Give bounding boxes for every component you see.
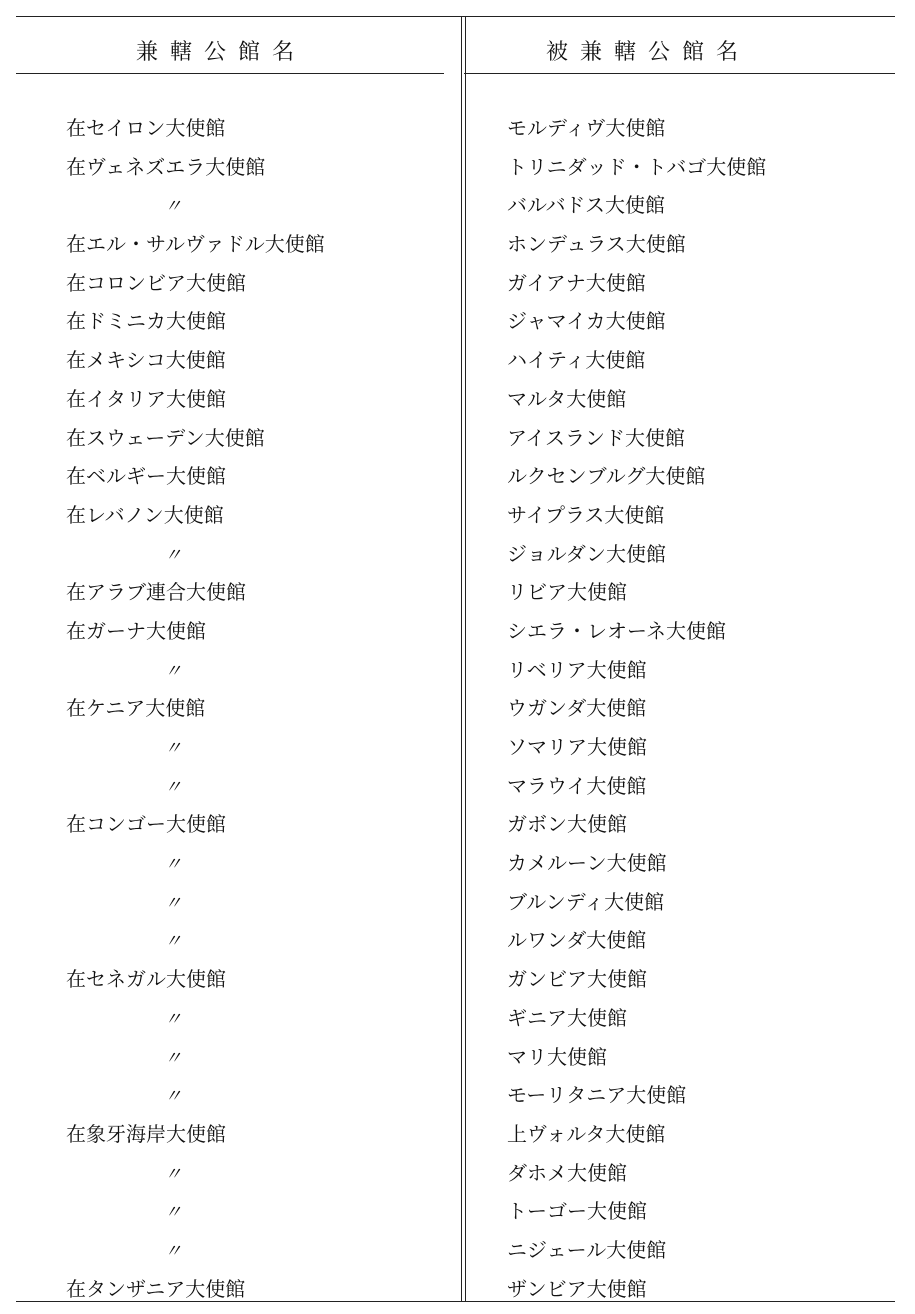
concurrent-mission-cell [66, 921, 325, 960]
accredited-mission-name: ギニア大使館 [507, 1005, 627, 1030]
accredited-mission-name: バルバドス大使館 [507, 193, 665, 218]
accredited-mission-name: トーゴー大使館 [507, 1199, 647, 1224]
accredited-mission-name: マラウイ大使館 [507, 773, 647, 798]
concurrent-mission-name: 在アラブ連合大使館 [66, 580, 246, 605]
concurrent-mission-name: 在ヴェネズエラ大使館 [66, 154, 266, 179]
accredited-mission-cell [507, 651, 766, 690]
ditto-mark: 〃 [164, 1240, 182, 1262]
accredited-mission-cell [507, 341, 766, 380]
accredited-mission-cell [507, 302, 766, 341]
column-divider [461, 17, 466, 1301]
accredited-mission-cell [507, 728, 766, 767]
accredited-mission-name: 上ヴォルタ大使館 [507, 1121, 666, 1146]
accredited-mission-cell [507, 186, 766, 225]
accredited-mission-cell [507, 960, 766, 999]
header-concurrent-mission: 兼轄公館名 [136, 40, 307, 65]
accredited-mission-cell [507, 109, 766, 148]
accredited-mission-cell [507, 1192, 766, 1231]
concurrent-mission-name: 在イタリア大使館 [66, 386, 226, 411]
accredited-mission-cell [507, 457, 766, 496]
concurrent-mission-cell [66, 689, 325, 728]
concurrent-mission-cell [66, 341, 325, 380]
concurrent-mission-cell [66, 767, 325, 806]
accredited-mission-name: サイプラス大使館 [507, 502, 665, 527]
accredited-mission-name: ソマリア大使館 [507, 735, 647, 759]
ditto-mark: 〃 [164, 1163, 182, 1185]
accredited-mission-name: ガンビア大使館 [507, 967, 647, 992]
concurrent-mission-cell [66, 1192, 325, 1231]
concurrent-mission-name: 在タンザニア大使館 [66, 1276, 246, 1301]
ditto-mark: 〃 [164, 660, 182, 682]
concurrent-mission-cell [66, 264, 325, 303]
concurrent-mission-cell [66, 805, 325, 844]
accredited-mission-name: マルタ大使館 [507, 386, 627, 411]
concurrent-mission-cell [66, 148, 325, 187]
concurrent-mission-name: 在ケニア大使館 [66, 696, 206, 721]
concurrent-mission-name: 在ガーナ大使館 [66, 618, 206, 643]
concurrent-mission-cell [66, 844, 325, 883]
concurrent-mission-cell [66, 1038, 325, 1077]
accredited-mission-name: モーリタニア大使館 [507, 1083, 687, 1108]
accredited-mission-cell [507, 883, 766, 922]
concurrent-mission-cell [66, 1076, 325, 1115]
accredited-mission-name: リベリア大使館 [507, 657, 647, 682]
concurrent-mission-cell [66, 380, 325, 419]
concurrent-mission-cell [66, 651, 325, 690]
accredited-mission-cell [507, 380, 766, 419]
accredited-mission-cell [507, 805, 766, 844]
accredited-mission-name: ジャマイカ大使館 [507, 309, 666, 334]
accredited-mission-cell [507, 1231, 766, 1270]
accredited-mission-name: ハイティ大使館 [507, 348, 646, 373]
ditto-mark: 〃 [164, 738, 182, 759]
accredited-mission-cell [507, 1076, 766, 1115]
concurrent-mission-name: 在セネガル大使館 [66, 967, 226, 992]
accredited-mission-name: ルワンダ大使館 [507, 928, 647, 953]
concurrent-mission-name: 在ドミニカ大使館 [66, 309, 226, 334]
concurrent-mission-cell [66, 1231, 325, 1270]
concurrent-mission-cell [66, 1115, 325, 1154]
accredited-mission-name: ホンデュラス大使館 [507, 232, 686, 257]
accredited-mission-name: ブルンディ大使館 [507, 889, 665, 914]
concurrent-mission-name: 在メキシコ大使館 [66, 348, 226, 373]
ditto-mark: 〃 [164, 1202, 182, 1224]
ditto-mark: 〃 [164, 776, 182, 798]
concurrent-mission-cell [66, 1270, 325, 1309]
concurrent-mission-name: 在スウェーデン大使館 [66, 425, 265, 450]
accredited-mission-name: ザンビア大使館 [507, 1276, 647, 1301]
concurrent-mission-name: 在エル・サルヴァドル大使館 [66, 232, 325, 257]
accredited-mission-name: モルディヴ大使館 [507, 116, 666, 140]
accredited-mission-name: カメルーン大使館 [507, 851, 667, 876]
embassy-table [16, 16, 895, 1302]
concurrent-mission-cell [66, 728, 325, 767]
accredited-mission-name: マリ大使館 [507, 1044, 607, 1069]
ditto-mark: 〃 [164, 931, 182, 953]
concurrent-mission-cell [66, 573, 325, 612]
accredited-mission-cell [507, 264, 766, 303]
accredited-mission-cell [507, 1154, 766, 1193]
concurrent-mission-name: 在コロンビア大使館 [66, 270, 246, 295]
ditto-mark: 〃 [164, 1047, 182, 1069]
accredited-mission-cell [507, 612, 766, 651]
accredited-mission-cell [507, 1270, 766, 1309]
accredited-mission-cell [507, 148, 766, 187]
concurrent-mission-name: 在ベルギー大使館 [66, 464, 226, 489]
accredited-mission-name: リビア大使館 [507, 580, 627, 605]
concurrent-mission-cell [66, 496, 325, 535]
concurrent-mission-column [66, 109, 325, 1308]
ditto-mark: 〃 [164, 196, 182, 218]
accredited-mission-cell [507, 921, 766, 960]
concurrent-mission-cell [66, 535, 325, 574]
accredited-mission-name: シエラ・レオーネ大使館 [507, 618, 726, 643]
concurrent-mission-cell [66, 960, 325, 999]
accredited-mission-name: ガイアナ大使館 [507, 270, 646, 295]
ditto-mark: 〃 [164, 1086, 182, 1108]
concurrent-mission-cell [66, 419, 325, 458]
ditto-mark: 〃 [164, 854, 182, 876]
accredited-mission-cell [507, 225, 766, 264]
concurrent-mission-cell [66, 1154, 325, 1193]
ditto-mark: 〃 [164, 1008, 182, 1030]
concurrent-mission-name: 在象牙海岸大使館 [66, 1121, 226, 1146]
accredited-mission-name: ガボン大使館 [507, 812, 627, 837]
concurrent-mission-cell [66, 883, 325, 922]
accredited-mission-name: アイスランド大使館 [507, 425, 685, 450]
accredited-mission-cell [507, 767, 766, 806]
accredited-mission-name: トリニダッド・トバゴ大使館 [507, 154, 767, 179]
concurrent-mission-cell [66, 999, 325, 1038]
accredited-mission-name: ルクセンブルグ大使館 [507, 464, 706, 489]
accredited-mission-cell [507, 573, 766, 612]
concurrent-mission-cell [66, 225, 325, 264]
header-rule-right [464, 73, 895, 74]
concurrent-mission-name: 在コンゴー大使館 [66, 812, 226, 837]
concurrent-mission-cell [66, 457, 325, 496]
concurrent-mission-name: 在レバノン大使館 [66, 502, 224, 527]
accredited-mission-name: ウガンダ大使館 [507, 696, 647, 721]
concurrent-mission-cell [66, 302, 325, 341]
accredited-mission-cell [507, 535, 766, 574]
concurrent-mission-cell [66, 109, 325, 148]
ditto-mark: 〃 [164, 544, 182, 566]
header-rule-left [16, 73, 444, 74]
accredited-mission-cell [507, 999, 766, 1038]
accredited-mission-cell [507, 689, 766, 728]
header-accredited-mission: 被兼轄公館名 [546, 40, 751, 65]
concurrent-mission-cell [66, 186, 325, 225]
accredited-mission-name: ダホメ大使館 [507, 1160, 627, 1185]
accredited-mission-name: ジョルダン大使館 [507, 541, 666, 566]
accredited-mission-cell [507, 419, 766, 458]
ditto-mark: 〃 [164, 892, 182, 914]
accredited-mission-cell [507, 844, 766, 883]
accredited-mission-cell [507, 1115, 766, 1154]
concurrent-mission-cell [66, 612, 325, 651]
accredited-mission-cell [507, 1038, 766, 1077]
concurrent-mission-name: 在セイロン大使館 [66, 116, 226, 140]
accredited-mission-column [507, 109, 766, 1308]
accredited-mission-name: ニジェール大使館 [507, 1237, 667, 1262]
accredited-mission-cell [507, 496, 766, 535]
